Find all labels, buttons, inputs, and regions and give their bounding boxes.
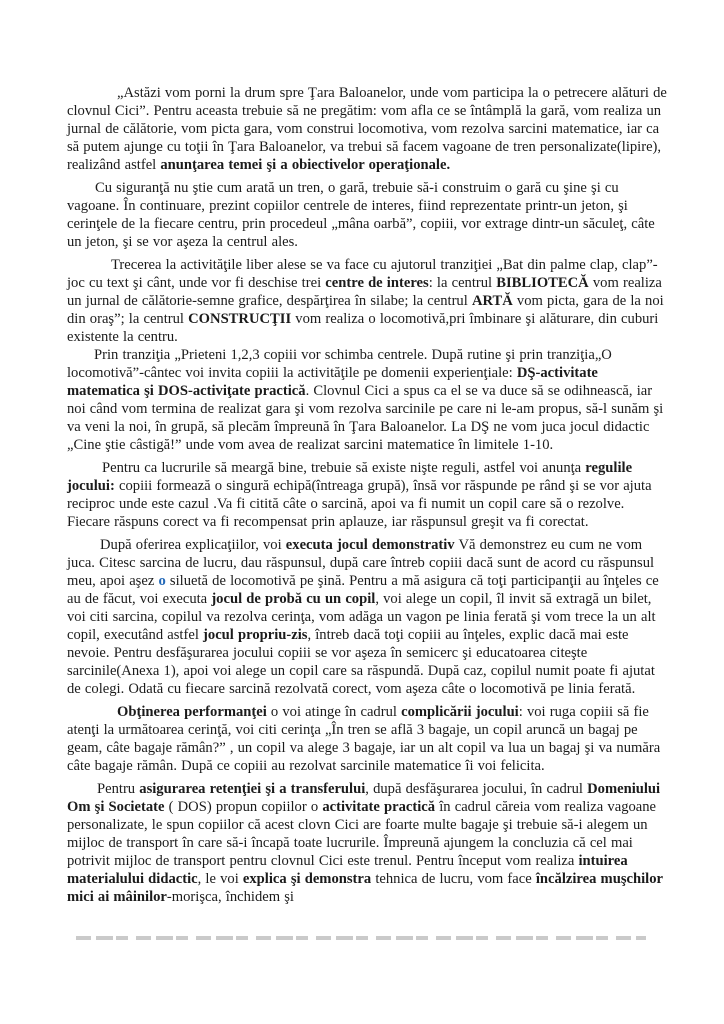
emphasis-run: CONSTRUCŢII xyxy=(188,311,292,327)
emphasis-run: încălzirea muşchilor mici ai mâinilor xyxy=(67,871,663,905)
emphasis-run: ARTĂ xyxy=(471,293,513,309)
emphasis-run: intuirea materialului didactic xyxy=(67,853,628,887)
emphasis-run: regulile jocului: xyxy=(67,460,633,494)
emphasis-run: BIBLIOTECĂ xyxy=(496,275,589,291)
paragraph-1 xyxy=(67,84,668,174)
text-run: Pentru xyxy=(97,781,140,797)
document-text-body xyxy=(67,84,668,906)
emphasis-run: centre de interes xyxy=(325,275,429,291)
emphasis-run: DŞ-activitate matematica şi DOS-activiţate practică xyxy=(67,365,598,399)
cutoff-text-artifact xyxy=(76,936,646,940)
paragraph-7 xyxy=(67,703,668,775)
paragraph-8 xyxy=(67,780,668,906)
text-run: copiii formează o singură echipă(întreaga grupă), însă vor răspunde pe rând şi se vor ajuta reciproc unde este cazul .Va fi citită câte o sarcină, apoi va fi numit un copil care să o rezolve. Fiecare răspuns corect va fi recompensat prin aplauze, iar răspunsul greşit va fi corectat. xyxy=(67,478,652,530)
paragraph-6 xyxy=(67,536,668,698)
emphasis-run: Obţinerea performanţei xyxy=(117,704,267,720)
text-run: : voi ruga copiii să fie atenţi la următoarea cerinţă, voi citi cerinţa „În tren se află 3 bagaje, un copil aruncă un bagaj pe geam, câte bagaje rămân?” , un copil va alege 3 bagaje, iar un alt copil va lua un bagaj şi va număra câte bagaje rămân. După ce copiii au rezolvat sarcinile matematice îi voi felicita. xyxy=(67,704,661,774)
text-run: Pentru ca lucrurile să meargă bine, trebuie să existe nişte reguli, astfel voi anunţa xyxy=(102,460,586,476)
text-run: , voi alege un copil, îl invit să extragă un bilet, voi citi sarcina, copilul va rezolva cerinţa, vom adăga un vagon pe linia ferată şi vom trece la un alt copil, executând astfel xyxy=(67,591,656,643)
emphasis-run: jocul de probă cu un copil xyxy=(211,591,376,607)
text-run: Cu siguranţă nu ştie cum arată un tren, o gară, trebuie să-i construim o gară cu şine şi cu vagoane. În continuare, prezint copiilor centrele de interes, fiind reprezentate printr-un jeton, şi cerinţele de la fiecare centru, prin procedeul „mâna oarbă”, copiii, vor extrage dintr-un săculeţ, câte un jeton, şi se vor aşeza la centrul ales. xyxy=(67,180,655,250)
text-run: Prin tranziţia „Prieteni 1,2,3 copiii vor schimba centrele. După rutine şi prin tranziţia„O locomotivă”-cântec voi invita copiii la activităţile pe domenii experienţiale: xyxy=(67,347,612,381)
text-run: o voi atinge în cadrul xyxy=(266,704,402,720)
text-run: , le voi xyxy=(197,871,243,887)
text-run: „Astăzi vom porni la drum spre Ţara Baloanelor, unde vom participa la o petrecere alături de clovnul Cici”. Pentru aceasta trebuie să ne pregătim: vom afla ce se întâmplă la gară, vom realiza un jurnal de călătorie, vom picta gara, vom construi locomotiva, vom rezolva sarcini matematice, iar ca să putem ajunge cu toţii în Ţara Baloanelor, va trebui să facem vagoane de tren personalizate(lipire), realizând astfel xyxy=(67,85,667,173)
emphasis-run: executa jocul demonstrativ xyxy=(285,537,455,553)
emphasis-run: anunţarea temei şi a obiectivelor operaţionale. xyxy=(160,157,451,173)
text-run: După oferirea explicaţiilor, voi xyxy=(100,537,286,553)
text-run: . Clovnul Cici a spus ca el se va duce să se odihnească, iar noi când vom termina de realizat gara şi vom rezolva sarcinile pe care ni le-am propus, să-l sunăm şi va veni la noi, în grupă, să plecăm împreună în Ţara Baloanelor. La DŞ ne vom juca jocul didactic „Cine ştie câstigă!” unde vom avea de realizat sarcini matematice în limitele 1-10. xyxy=(67,383,664,453)
text-run: vom realiza o locomotivă,pri îmbinare şi alăturare, din cuburi existente la centru. xyxy=(67,311,659,345)
text-run: Vă demonstrez eu cum ne vom juca. Citesc sarcina de lucru, dau răspunsul, după care întreb copiii dacă sunt de acord cu răspunsul meu, apoi aşez xyxy=(67,537,655,589)
paragraph-5 xyxy=(67,459,668,531)
text-run: -morişca, închidem şi xyxy=(166,889,294,905)
emphasis-run: asigurarea retenţiei şi a transferului xyxy=(139,781,366,797)
highlighted-word: o xyxy=(158,573,166,589)
text-run: în cadrul căreia vom realiza vagoane personalizate, le spun copiilor că acest clovn Cici are foarte multe bagaje şi trebuie să-i alegem un mijloc de transport în care să-i încapă toate lucrurile. Împreună ajungem la concluzia că cel mai potrivit mijloc de transport pentru clovnul Cici este trenul. Pentru început vom realiza xyxy=(67,799,657,869)
paragraph-2 xyxy=(67,179,668,251)
text-run: , întreb dacă toţi copiii au înţeles, explic dacă mai este nevoie. Pentru desfăşurarea jocului copiii se vor aşeza în semicerc şi educatoarea citeşte sarcinile(Anexa 1), apoi voi alege un copil care sa răspundă. După caz, copilul numit poate fi ajutat de colegi. Odată cu fiecare sarcină rezolvată corect, vom aşeza câte o locomotivă pe linia ferată. xyxy=(67,627,655,697)
text-run: : la centrul xyxy=(428,275,497,291)
paragraph-4 xyxy=(67,346,668,454)
emphasis-run: jocul propriu-zis xyxy=(203,627,308,643)
emphasis-run: activitate practică xyxy=(322,799,436,815)
text-run: siluetă de locomotivă pe şină. Pentru a mă asigura că toţi participanţii au înţeles ce au de făcut, voi executa xyxy=(67,573,659,607)
paragraph-3 xyxy=(67,256,668,346)
text-run: Trecerea la activităţile liber alese se va face cu ajutorul tranziţiei „Bat din palme clap, clap”- joc cu text şi cânt, unde vor fi deschise trei xyxy=(67,257,658,291)
text-run: tehnica de lucru, vom face xyxy=(371,871,536,887)
text-run: vom picta, gara de la noi din oraş”; la centrul xyxy=(67,293,664,327)
emphasis-run: explica şi demonstra xyxy=(242,871,372,887)
emphasis-run: complicării jocului xyxy=(401,704,519,720)
emphasis-run: Domeniului Om şi Societate xyxy=(67,781,661,815)
text-run: ( DOS) propun copiilor o xyxy=(164,799,323,815)
text-run: vom realiza un jurnal de călătorie-semne grafice, despărţirea în silabe; la centrul xyxy=(67,275,662,309)
text-run: , după desfăşurarea jocului, în cadrul xyxy=(365,781,588,797)
